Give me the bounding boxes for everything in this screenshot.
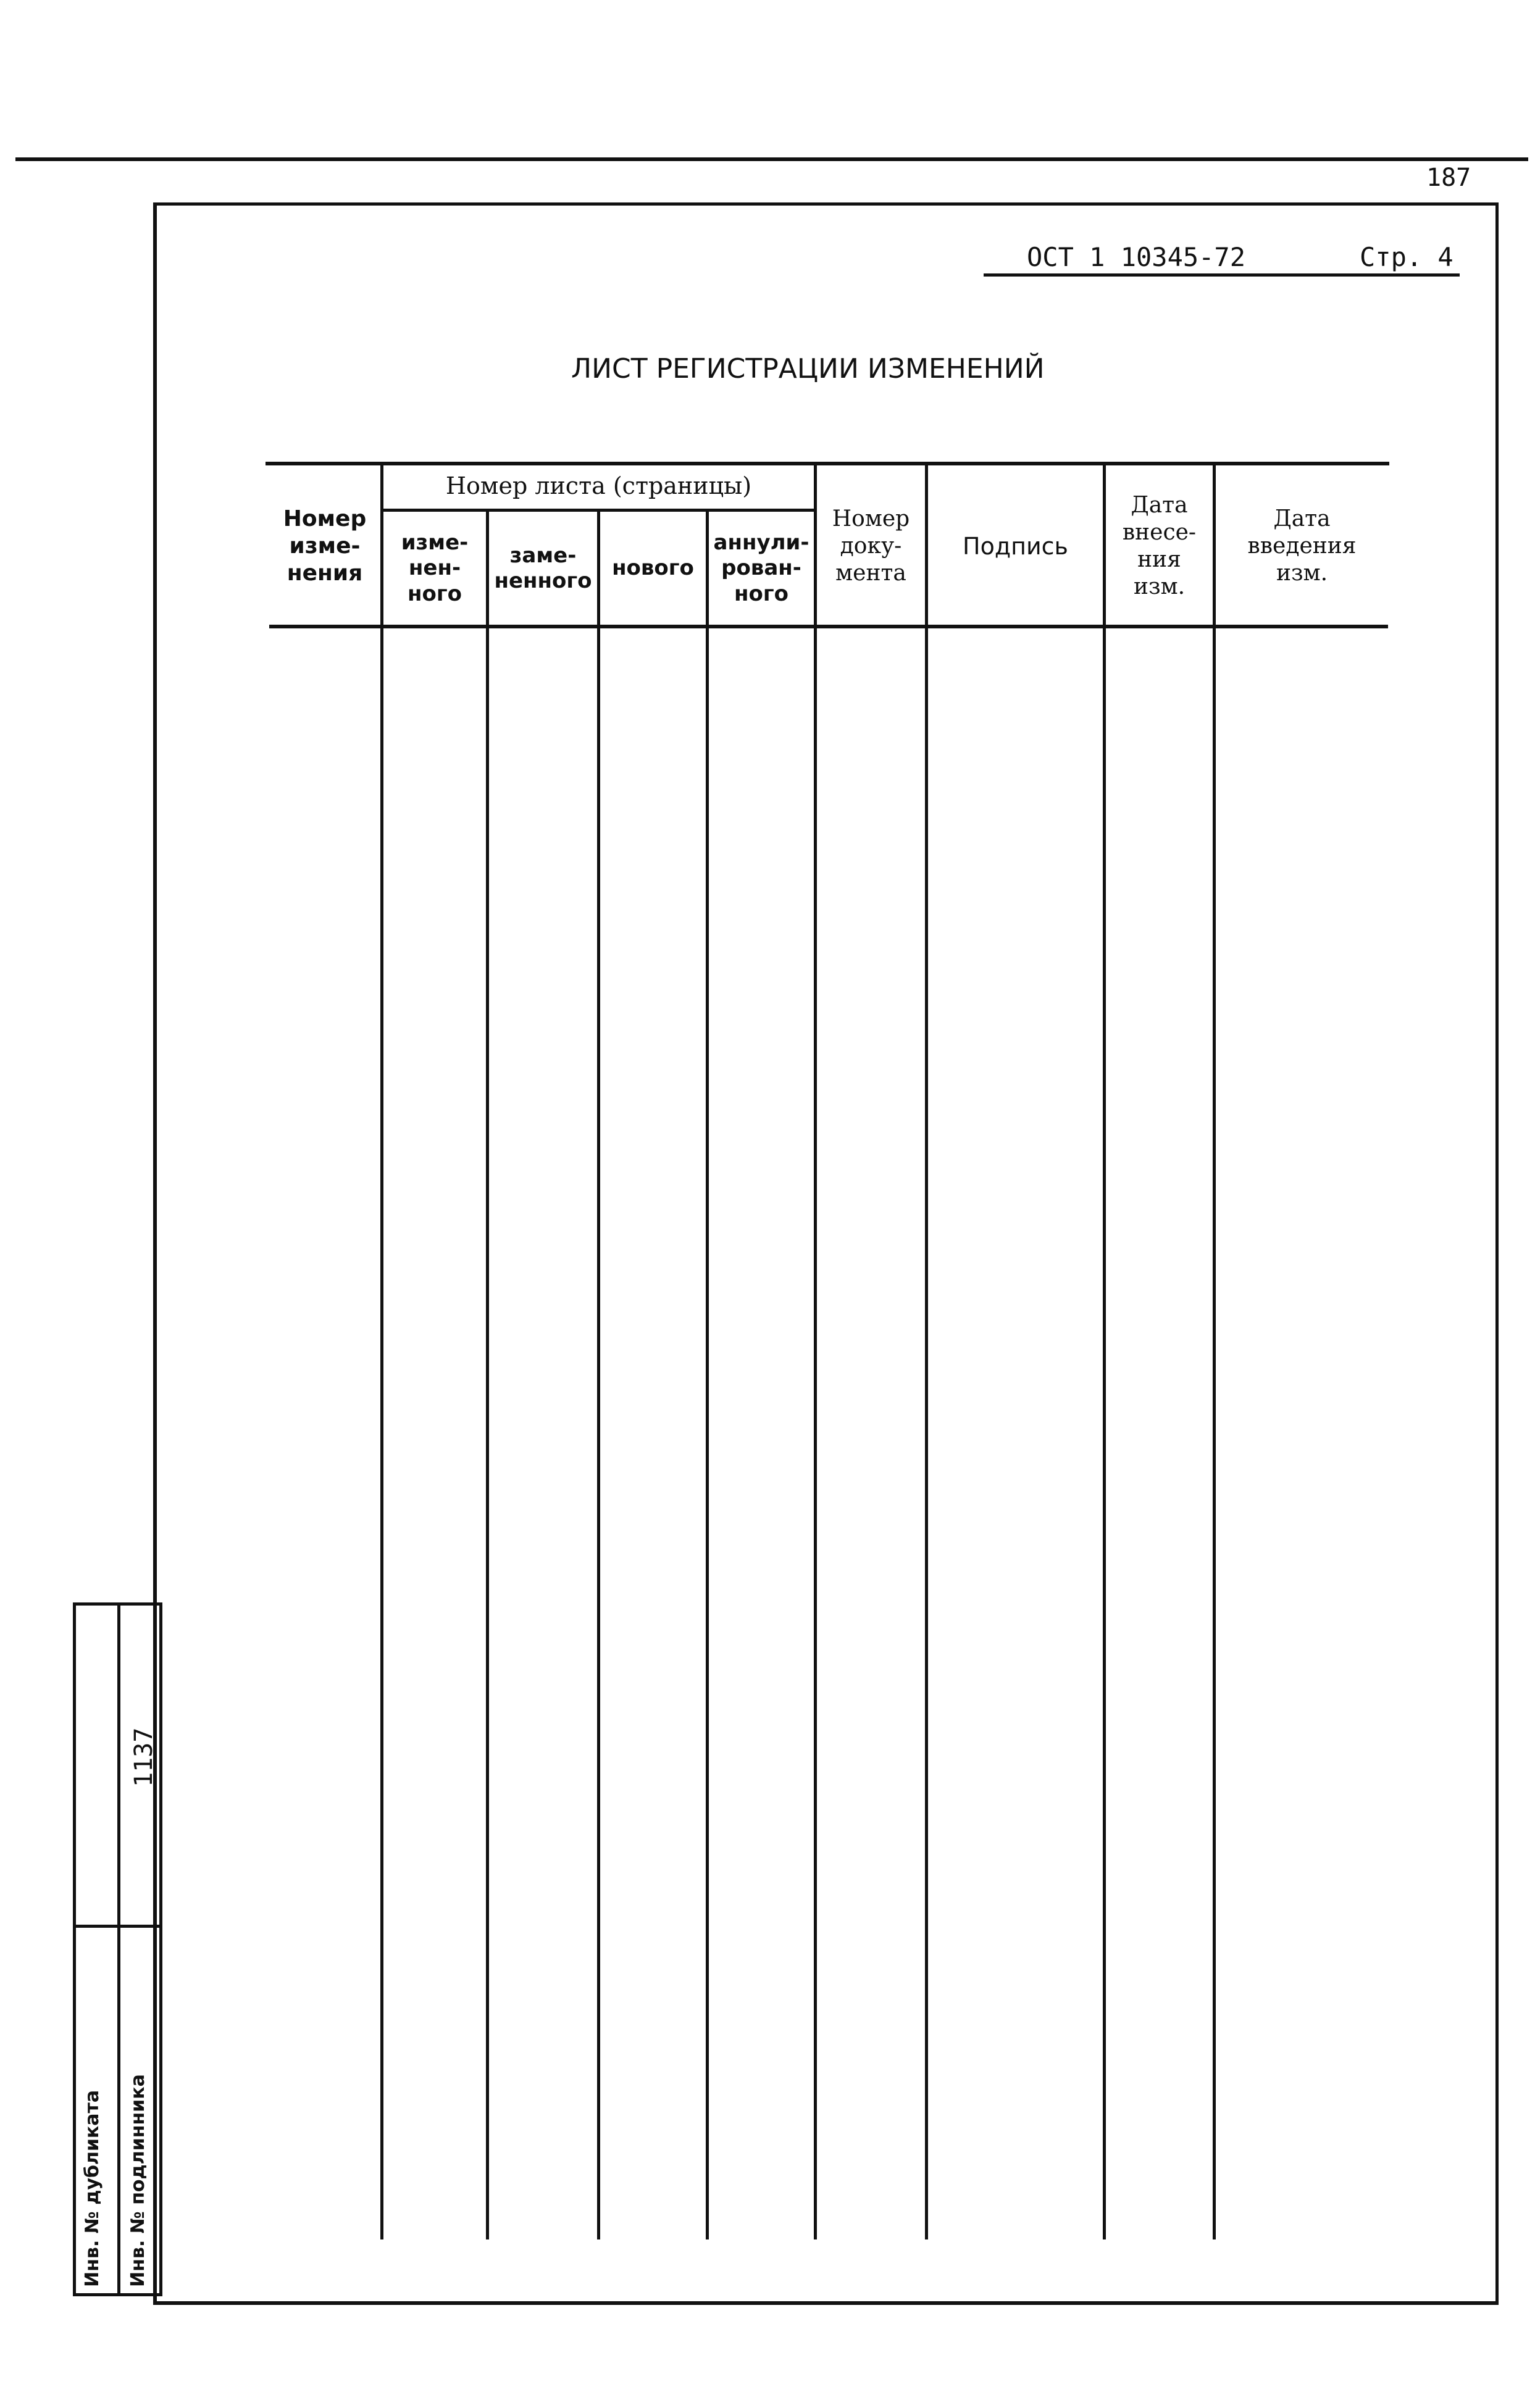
doc-code: ОСТ 1 10345-72 <box>1027 242 1246 272</box>
column-rule <box>486 510 489 2239</box>
header-change-number: Номер изме- нения <box>283 506 367 586</box>
header-replaced: заме- ненного <box>494 543 592 593</box>
table-header-bottom-rule <box>269 625 1388 628</box>
header-signature: Подпись <box>963 532 1068 560</box>
column-rule <box>380 462 383 2239</box>
page-number: 187 <box>1426 164 1471 192</box>
header-annulled: аннули- рован- ного <box>713 530 809 606</box>
top-rule <box>15 157 1528 161</box>
inv-original-label: Инв. № подлинника <box>127 2074 149 2287</box>
header-date-entry: Дата внесе- ния изм. <box>1122 493 1197 599</box>
side-stamp-row-rule <box>73 1925 162 1928</box>
page-title: ЛИСТ РЕГИСТРАЦИИ ИЗМЕНЕНИЙ <box>571 353 1045 385</box>
doc-code-underline <box>984 273 1460 277</box>
column-rule <box>597 510 600 2239</box>
column-rule <box>814 462 817 2239</box>
side-stamp-divider <box>117 1602 120 2296</box>
header-new: нового <box>612 556 694 581</box>
column-rule <box>925 462 928 2239</box>
page-label: Стр. 4 <box>1360 242 1453 272</box>
header-sheet-number-group: Номер листа (страницы) <box>445 472 752 499</box>
column-rule <box>1103 462 1106 2239</box>
header-changed: изме- нен- ного <box>401 530 469 606</box>
header-date-effective: Дата введения изм. <box>1247 506 1357 586</box>
inv-original-value: 1137 <box>130 1727 158 1787</box>
column-rule <box>706 510 709 2239</box>
column-rule <box>1213 462 1216 2239</box>
header-document-number: Номер доку- мента <box>832 506 910 586</box>
inv-duplicate-label: Инв. № дубликата <box>82 2089 103 2287</box>
